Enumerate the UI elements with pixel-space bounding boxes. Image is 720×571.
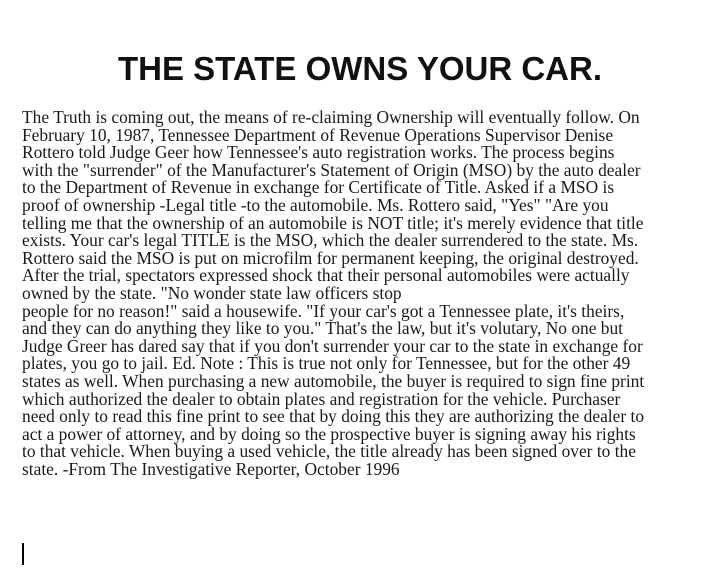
body-line: people for no reason!" said a housewife. "If your car's got a Tennessee plate, it's theirs, [22,300,625,321]
body-line: Rottero told Judge Geer how Tennessee's auto registration works. The process begins [22,142,615,163]
body-line: telling me that the ownership of an automobile is NOT title; it's merely evidence that title [22,212,644,233]
body-line: states as well. When purchasing a new automobile, the buyer is required to sign fine print [22,370,645,391]
body-line: act a power of attorney, and by doing so the prospective buyer is signing away his rights [22,423,636,444]
body-line: After the trial, spectators expressed shock that their personal automobiles were actually [22,265,630,286]
body-line: need only to read this fine print to see that by doing this they are authorizing the dealer to [22,406,645,427]
body-line: plates, you go to jail. Ed. Note : This is true not only for Tennessee, but for the other 49 [22,353,631,374]
text-cursor [22,543,24,565]
body-line: and they can do anything they like to you." That's the law, but it's volutary, No one but [22,318,623,339]
body-line: exists. Your car's legal TITLE is the MSO, which the dealer surrendered to the state. Ms. [22,230,639,251]
body-line: proof of ownership -Legal title -to the automobile. Ms. Rottero said, "Yes" "Are you [22,194,609,215]
body-line: to that vehicle. When buying a used vehicle, the title already has been signed over to the [22,441,636,462]
body-line: state. -From The Investigative Reporter, October 1996 [22,458,400,479]
page-title: THE STATE OWNS YOUR CAR. [117,50,602,87]
body-line: which authorized the dealer to obtain plates and registration for the vehicle. Purchaser [22,388,621,409]
body-line: February 10, 1987, Tennessee Department of Revenue Operations Supervisor Denise [22,124,614,145]
body-line: Judge Greer has dared say that if you don't surrender your car to the state in exchange for [22,335,643,356]
body-line: owned by the state. "No wonder state law officers stop [22,282,402,303]
body-line: Rottero said the MSO is put on microfilm for permanent keeping, the original destroyed. [22,247,639,268]
article-body [22,109,702,478]
body-line: with the "surrender" of the Manufacturer's Statement of Origin (MSO) by the auto dealer [22,159,641,180]
body-line: to the Department of Revenue in exchange for Certificate of Title. Asked if a MSO is [22,177,615,198]
body-line: The Truth is coming out, the means of re-claiming Ownership will eventually follow. On [22,107,640,127]
